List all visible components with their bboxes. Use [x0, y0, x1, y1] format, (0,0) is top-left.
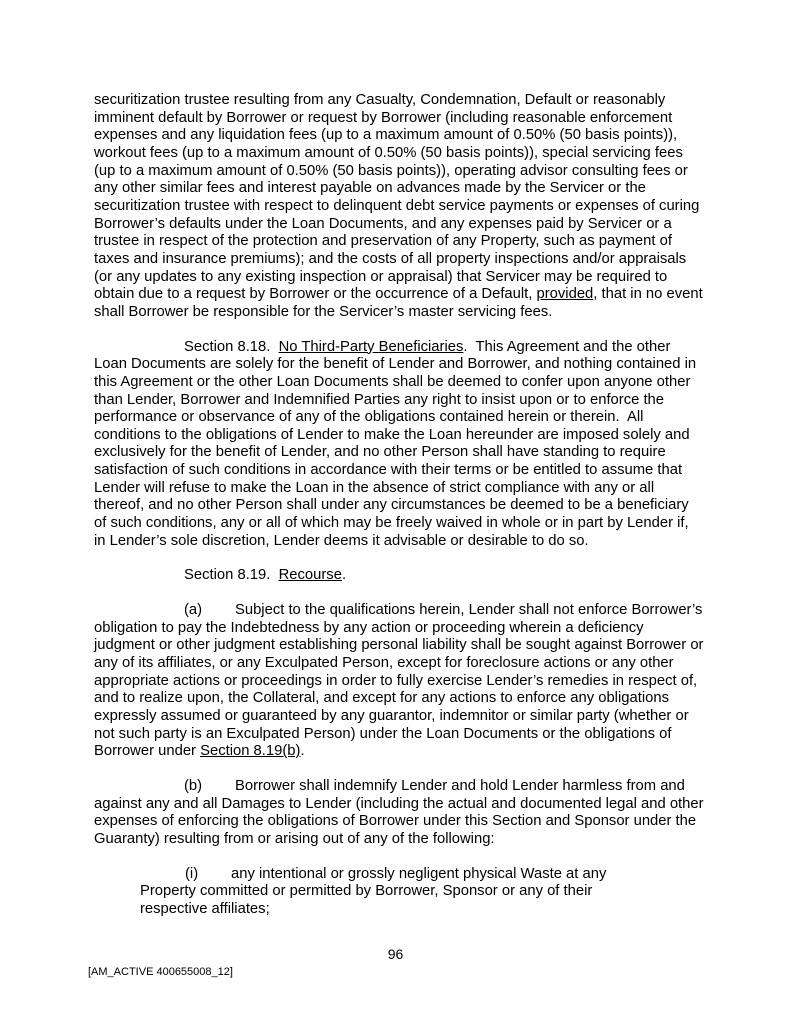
text-run: Section 8.18. [184, 338, 279, 355]
text-run: Section 8.19. [184, 567, 279, 584]
paragraph-section-8-19-b-i [140, 866, 656, 919]
underlined-text-run: Recourse [278, 567, 342, 584]
text-run: . [341, 567, 347, 584]
text-run: . This Agreement and the other Loan Documents are solely for the benefit of Lender and Borrower, and nothing contained in this Agreement or the other Loan Documents shall be deemed to confer upon anyone other than Lender, Borrower and Indemnified Parties any right to insist upon or to enforce the performance or observance of any of the obligations contained herein or therein. All conditions to the obligations of Lender to make the Loan hereunder are imposed solely and exclusively for the benefit of Lender, and no other Person shall have standing to require satisfaction of such conditions in accordance with their terms or be entitled to assume that Lender will refuse to make the Loan in the absence of strict compliance with any or all thereof, and no other Person shall under any circumstances be deemed to be a beneficiary of such conditions, any or all of which may be freely waived in whole or in part by Lender if, in Lender’s sole discretion, Lender deems it advisable or desirable to do so. [94, 338, 701, 549]
underlined-text-run: No Third-Party Beneficiaries [278, 338, 464, 355]
underlined-text-run: provided [536, 286, 594, 303]
paragraph-continuation-servicing-fees [94, 92, 707, 322]
text-run: securitization trustee resulting from any Casualty, Condemnation, Default or reasonably imminent default by Borrower or request by Borrower (including reasonable enforcement expenses and any liquidation fees (up to a maximum amount of 0.50% (50 basis points)), workout fees (up to a maximum amount of 0.50% (50 basis points)), special servicing fees (up to a maximum amount of 0.50% (50 basis points)), operating advisor consulting fees or any other similar fees and interest payable on advances made by the Servicer or the securitization trustee with respect to delinquent debt service payments or expenses of curing Borrower’s defaults under the Loan Documents, and any expenses paid by Servicer or a trustee in respect of the protection and preservation of any Property, such as payment of taxes and insurance premiums); and the costs of all property inspections and/or appraisals (or any updates to any existing inspection or appraisal) that Servicer may be required to obtain due to a request by Borrower or the occurrence of a Default, [94, 92, 704, 303]
page-body [94, 92, 708, 936]
text-run: (i) any intentional or grossly negligent physical Waste at any Property committed or permitted by Borrower, Sponsor or any of their respective affiliates; [140, 865, 611, 917]
text-run: . [300, 743, 305, 760]
text-run: , that in no event shall Borrower be responsible for the Servicer’s master servicing fees. [94, 286, 707, 320]
text-run: (b) Borrower shall indemnify Lender and hold Lender harmless from and against any and all Damages to Lender (including the actual and documented legal and other expenses of enforcing the obligations of Borrower under this Section and Sponsor under the Guaranty) resulting from or arising out of any of the following: [94, 777, 708, 847]
paragraph-section-8-18-no-third-party-beneficiaries [94, 339, 704, 551]
page-number: 96 [387, 946, 404, 962]
paragraph-section-8-19-recourse-heading [94, 567, 704, 585]
paragraph-section-8-19-b [94, 777, 708, 849]
underlined-text-run: Section 8.19(b) [200, 743, 301, 760]
doc-stamp: [AM_ACTIVE 400655008_12] [88, 966, 233, 978]
paragraph-section-8-19-a [94, 602, 708, 761]
text-run: (a) Subject to the qualifications herein, Lender shall not enforce Borrower’s obligation to pay the Indebtedness by any action or proceeding wherein a deficiency judgment or other judgment establishing personal liability shall be sought against Borrower or any of its affiliates, or any Exculpated Person, except for foreclosure actions or any other appropriate actions or proceedings in order to fully exercise Lender’s remedies in respect of, and to realize upon, the Collateral, and except for any actions to enforce any obligations expressly assumed or guaranteed by any guarantor, indemnitor or similar party (whether or not such party is an Exculpated Person) under the Loan Documents or the obligations of Borrower under [94, 602, 708, 760]
